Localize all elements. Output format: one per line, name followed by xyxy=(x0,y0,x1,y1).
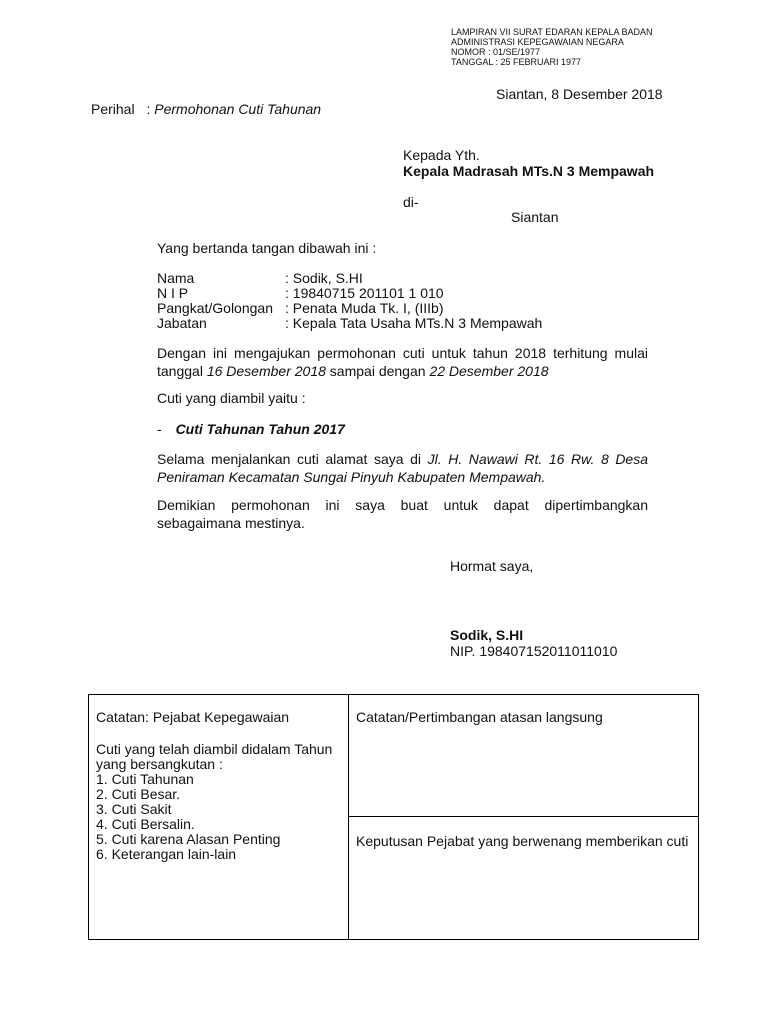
leave-item-dash: - xyxy=(157,421,162,437)
closing-line-1: Demikian permohonan ini saya buat untuk dapat dipertimbangkan xyxy=(157,497,648,513)
recipient-name: Kepala Madrasah MTs.N 3 Mempawah xyxy=(403,163,655,179)
identity-label: Nama xyxy=(157,270,195,286)
notes-left-title: Catatan: Pejabat Kepegawaian xyxy=(96,709,290,725)
address-text: Selama menjalankan cuti alamat saya di xyxy=(157,451,428,467)
leave-taken-label: Cuti yang diambil yaitu : xyxy=(157,390,306,406)
header-note-line: LAMPIRAN VII SURAT EDARAN KEPALA BADAN xyxy=(451,27,653,37)
identity-row-nip xyxy=(157,285,444,301)
request-text: tanggal xyxy=(157,363,207,379)
header-note xyxy=(451,27,653,67)
identity-value: : Sodik, S.HI xyxy=(285,270,363,286)
notes-table xyxy=(88,694,699,940)
identity-label: Pangkat/Golongan xyxy=(157,300,273,316)
notes-right-top-cell xyxy=(349,695,698,817)
perihal-label: Perihal xyxy=(91,101,135,117)
notes-right-bottom-cell xyxy=(349,817,698,939)
perihal-value: Permohonan Cuti Tahunan xyxy=(154,101,322,117)
identity-row-jabatan xyxy=(157,315,542,331)
notes-left-item: 3. Cuti Sakit xyxy=(96,801,172,817)
request-date-to: 22 Desember 2018 xyxy=(429,363,549,379)
notes-left-item: 2. Cuti Besar. xyxy=(96,786,181,802)
notes-left-item: 5. Cuti karena Alasan Penting xyxy=(96,831,281,847)
signature-regards: Hormat saya, xyxy=(450,558,534,574)
request-text: sampai dengan xyxy=(325,363,430,379)
identity-row-nama xyxy=(157,270,363,286)
notes-right-top-text: Catatan/Pertimbangan atasan langsung xyxy=(356,709,603,725)
identity-label: Jabatan xyxy=(157,315,207,331)
identity-row-pangkat xyxy=(157,300,443,316)
identity-value: : Penata Muda Tk. I, (IIIb) xyxy=(285,300,444,316)
address-line-2: Peniraman Kecamatan Sungai Pinyuh Kabupaten Mempawah. xyxy=(157,469,546,485)
address-line-1 xyxy=(157,450,648,468)
request-date-from: 16 Desember 2018 xyxy=(206,363,326,379)
request-paragraph xyxy=(157,344,648,380)
request-line-1: Dengan ini mengajukan permohonan cuti untuk tahun 2018 terhitung mulai xyxy=(157,345,648,361)
signature-name: Sodik, S.HI xyxy=(450,627,524,643)
header-note-line: NOMOR : 01/SE/1977 xyxy=(451,47,541,57)
notes-left-item: 1. Cuti Tahunan xyxy=(96,771,194,787)
header-note-line: TANGGAL : 25 FEBRUARI 1977 xyxy=(451,57,582,67)
identity-value: : 19840715 201101 1 010 xyxy=(285,285,444,301)
header-note-line: ADMINISTRASI KEPEGAWAIAN NEGARA xyxy=(451,37,624,47)
closing-paragraph xyxy=(157,496,648,532)
signature-nip: NIP. 198407152011011010 xyxy=(450,643,618,659)
address-paragraph xyxy=(157,450,648,486)
recipient-di: di- xyxy=(403,194,419,210)
recipient-place: Siantan xyxy=(511,209,559,225)
identity-value: : Kepala Tata Usaha MTs.N 3 Mempawah xyxy=(285,315,543,331)
perihal-sep: : xyxy=(146,101,151,117)
notes-left-intro: Cuti yang telah diambil didalam Tahun xyxy=(96,741,333,757)
notes-left-item: 4. Cuti Bersalin. xyxy=(96,816,195,832)
notes-left-item: 6. Keterangan lain-lain xyxy=(96,846,237,862)
place-date: Siantan, 8 Desember 2018 xyxy=(496,86,663,102)
intro-text: Yang bertanda tangan dibawah ini : xyxy=(157,240,377,256)
request-line-2 xyxy=(157,362,648,380)
recipient-greeting: Kepada Yth. xyxy=(403,147,480,163)
address-value: Jl. H. Nawawi Rt. 16 Rw. 8 Desa xyxy=(427,451,649,467)
identity-label: N I P xyxy=(157,285,189,301)
leave-item-text: Cuti Tahunan Tahun 2017 xyxy=(175,421,345,437)
leave-item xyxy=(157,421,345,437)
perihal-line xyxy=(91,101,321,117)
notes-left-intro: yang bersangkutan : xyxy=(96,756,223,772)
notes-right-bottom-text: Keputusan Pejabat yang berwenang memberikan cuti xyxy=(356,833,689,849)
closing-line-2: sebagaimana mestinya. xyxy=(157,515,305,531)
notes-left-cell xyxy=(89,695,349,939)
